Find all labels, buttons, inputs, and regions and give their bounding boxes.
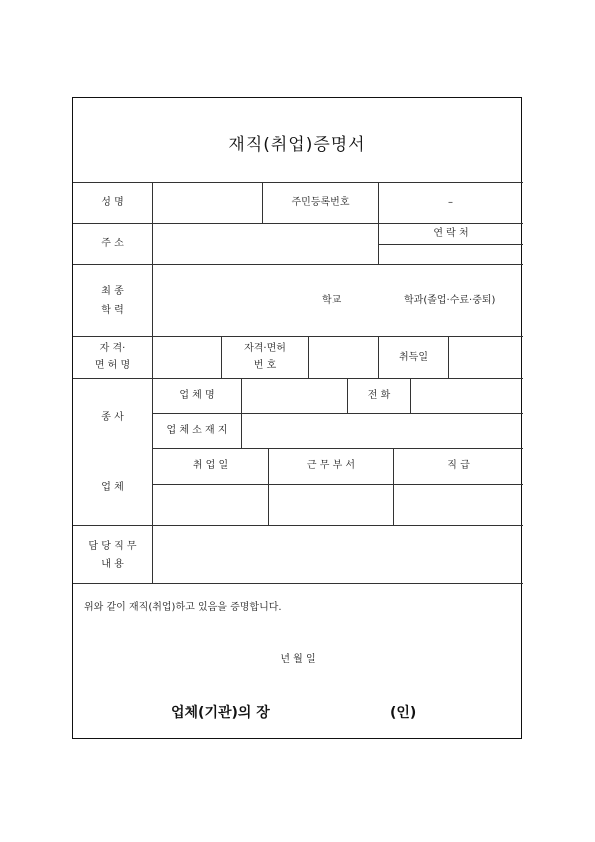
row-divider: [153, 448, 523, 449]
company-address-label: 업 체 소 재 지: [166, 425, 228, 436]
school-field[interactable]: [153, 265, 323, 335]
seal-label: (인): [390, 705, 417, 721]
employer-label-line1: 종 사: [101, 412, 124, 423]
row-divider: [73, 583, 523, 584]
duty-label-line2: 내 용: [101, 559, 124, 570]
work-department-label: 근 무 부 서: [306, 460, 356, 471]
certification-statement: 위와 같이 재직(취업)하고 있음을 증명합니다.: [84, 602, 282, 613]
phone-field[interactable]: [411, 379, 522, 412]
employer-label-line2: 업 체: [101, 482, 124, 493]
company-head-label: 업체(기관)의 장: [171, 705, 270, 721]
document-title: 재직(취업)증명서: [228, 135, 366, 155]
license-no-label-line2: 번 호: [253, 360, 277, 371]
rrn-field[interactable]: [379, 183, 522, 222]
duty-label-line1: 담 당 직 무: [88, 541, 137, 552]
company-name-label: 업 체 명: [179, 390, 215, 401]
hire-date-label: 취 업 일: [192, 460, 229, 471]
license-label-line1: 자 격·: [99, 343, 126, 354]
acquired-date-field[interactable]: [449, 337, 522, 377]
acquired-date-label: 취득일: [399, 352, 428, 363]
contact-label: 연 락 처: [433, 228, 469, 239]
date-line: 년 월 일: [280, 654, 316, 665]
license-label-line2: 면 허 명: [94, 360, 131, 371]
department-label: 학과(졸업·수료·중퇴): [404, 295, 496, 306]
work-department-field[interactable]: [269, 485, 392, 524]
position-label: 직 급: [447, 460, 470, 471]
address-label: 주 소: [101, 238, 124, 249]
license-no-field[interactable]: [309, 337, 377, 377]
contact-field[interactable]: [379, 245, 522, 263]
education-label-line1: 최 종: [101, 286, 124, 297]
name-label: 성 명: [101, 197, 124, 208]
employment-certificate-form: [72, 97, 522, 739]
company-address-field[interactable]: [242, 414, 522, 447]
name-field[interactable]: [153, 183, 261, 222]
phone-label: 전 화: [367, 390, 391, 401]
rrn-label: 주민등록번호: [291, 197, 350, 208]
license-no-label-line1: 자격·면허: [244, 343, 286, 354]
school-label: 학교: [322, 295, 342, 306]
hire-date-field[interactable]: [153, 485, 267, 524]
position-field[interactable]: [394, 485, 522, 524]
license-field[interactable]: [153, 337, 220, 377]
company-name-field[interactable]: [242, 379, 346, 412]
duty-field[interactable]: [153, 526, 522, 582]
education-label-line2: 학 력: [101, 305, 124, 316]
address-field[interactable]: [153, 224, 377, 263]
rrn-dash: –: [448, 197, 453, 208]
